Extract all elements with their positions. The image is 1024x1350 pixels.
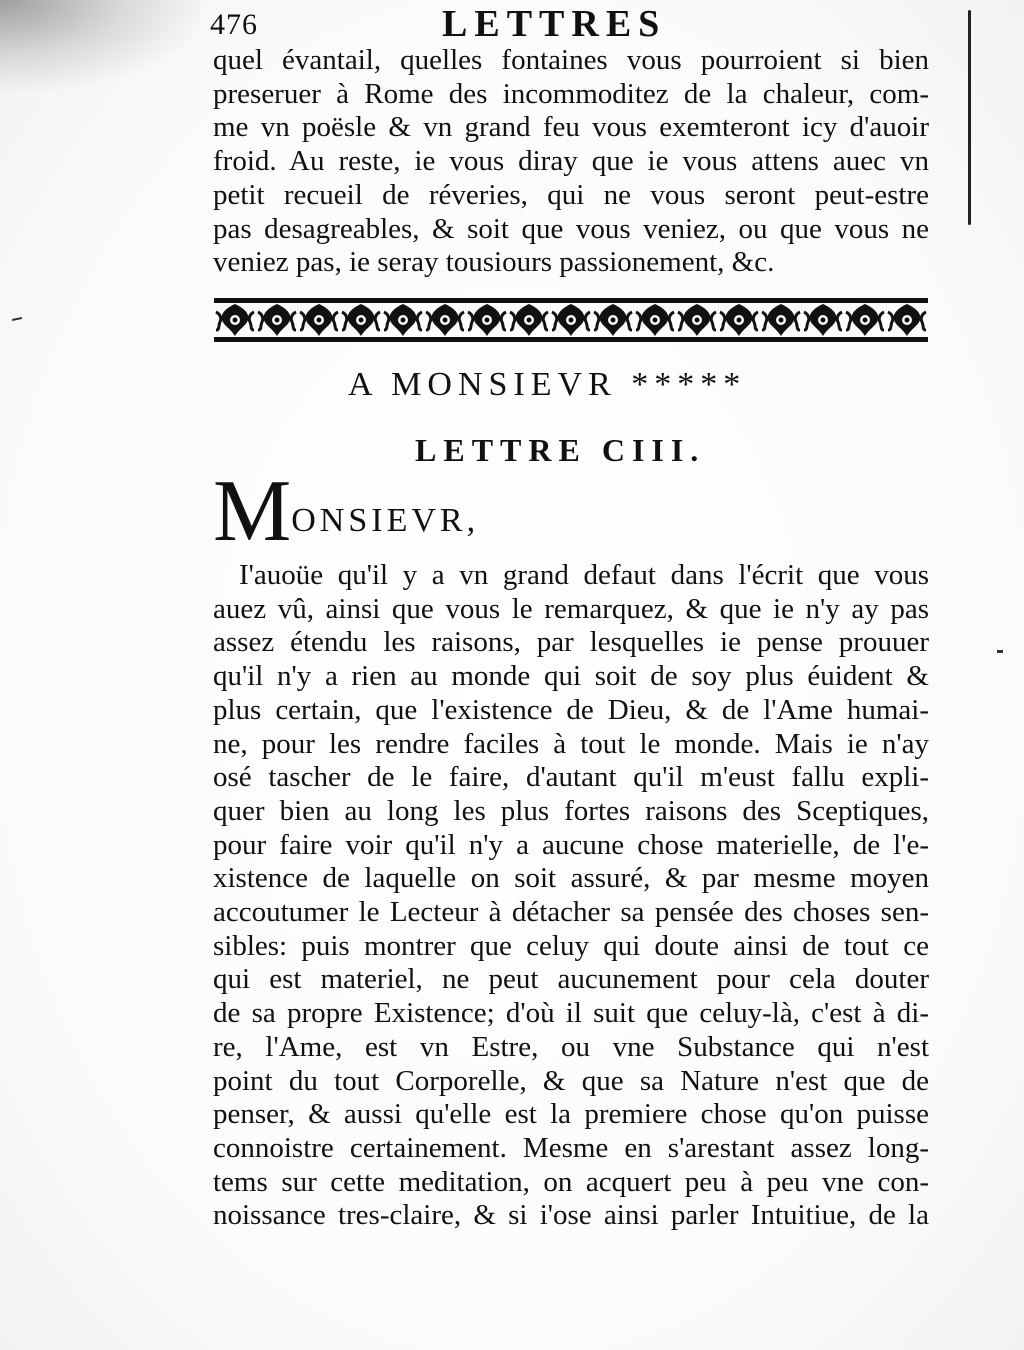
margin-mark	[997, 650, 1003, 653]
running-head: LETTRES	[442, 3, 667, 45]
text-line: ne, pour les rendre faciles à tout le monde. Mais ie n'ay	[213, 727, 929, 760]
text-line: plus certain, que l'existence de Dieu, & de l'Ame humai-	[213, 693, 929, 726]
page-header	[210, 2, 930, 46]
text-line: I'auoüe qu'il y a vn grand defaut dans l'écrit que vous	[239, 559, 929, 591]
page-number: 476	[210, 8, 258, 41]
text-line: noissance tres-claire, & si i'ose ainsi parler Intuitiue, de la	[213, 1199, 929, 1232]
fleuron-ornament-icon	[214, 298, 928, 342]
text-line: petit recueil de réveries, qui ne vous seront peut-estre	[213, 178, 929, 211]
text-line: osé tascher de le faire, d'autant qu'il m'eust fallu expli-	[213, 761, 929, 794]
text-line: preseruer à Rome des incommoditez de la chaleur, com-	[213, 77, 929, 110]
letter-number: LETTRE CIII.	[415, 432, 706, 468]
text-line: auez vû, ainsi que vous le remarquez, & que ie n'y ay pas	[213, 592, 929, 625]
text-line: point du tout Corporelle, & que sa Nature n'est que de	[213, 1064, 929, 1097]
text-line: de sa propre Existence; d'où il suit que celuy-là, c'est à di-	[213, 997, 929, 1030]
text-line: tems sur cette meditation, on acquert peu à peu vne con-	[213, 1165, 929, 1198]
text-line: re, l'Ame, est vn Estre, ou vne Substance qui n'est	[213, 1030, 929, 1063]
margin-mark	[12, 317, 22, 321]
text-line: connoistre certainement. Mesme en s'arestant assez long-	[213, 1131, 929, 1164]
text-line: veniez pas, ie seray tousiours passionement, &c.	[213, 246, 775, 279]
letter-addressee: A MONSIEVR *****	[348, 366, 747, 403]
text-line: pas desagreables, & soit que vous veniez, ou que vous ne	[213, 212, 929, 245]
text-line: qu'il n'y a rien au monde qui soit de soy plus éuident &	[213, 660, 929, 693]
letter-body	[213, 559, 929, 1233]
decorative-ornament-band	[214, 298, 928, 342]
salutation	[213, 463, 480, 560]
page-edge-rule	[968, 10, 971, 225]
continued-letter-text	[213, 44, 929, 280]
scan-shadow	[0, 0, 200, 90]
text-line: me vn poësle & vn grand feu vous exemteront icy d'auoir	[213, 111, 929, 144]
text-line: xistence de laquelle on soit assuré, & par mesme moyen	[213, 862, 929, 895]
text-line: pour faire voir qu'il n'y a aucune chose materielle, de l'e-	[213, 828, 929, 861]
text-line: sibles: puis montrer que celuy qui doute ainsi de tout ce	[213, 929, 929, 962]
text-line: quer bien au long les plus fortes raisons des Sceptiques,	[213, 794, 929, 827]
text-line: qui est materiel, ne peut aucunement pour cela douter	[213, 963, 929, 996]
text-line: quel évantail, quelles fontaines vous pourroient si bien	[213, 44, 929, 76]
salutation-rest: ONSIEVR,	[291, 502, 480, 539]
drop-cap: M	[213, 463, 292, 560]
text-line: accoutumer le Lecteur à détacher sa pensée des choses sen-	[213, 896, 929, 929]
text-line: penser, & aussi qu'elle est la premiere chose qu'on puisse	[213, 1098, 929, 1131]
text-line: assez étendu les raisons, par lesquelles ie pense prouuer	[213, 626, 929, 659]
text-line: froid. Au reste, ie vous diray que ie vous attens auec vn	[213, 145, 929, 178]
